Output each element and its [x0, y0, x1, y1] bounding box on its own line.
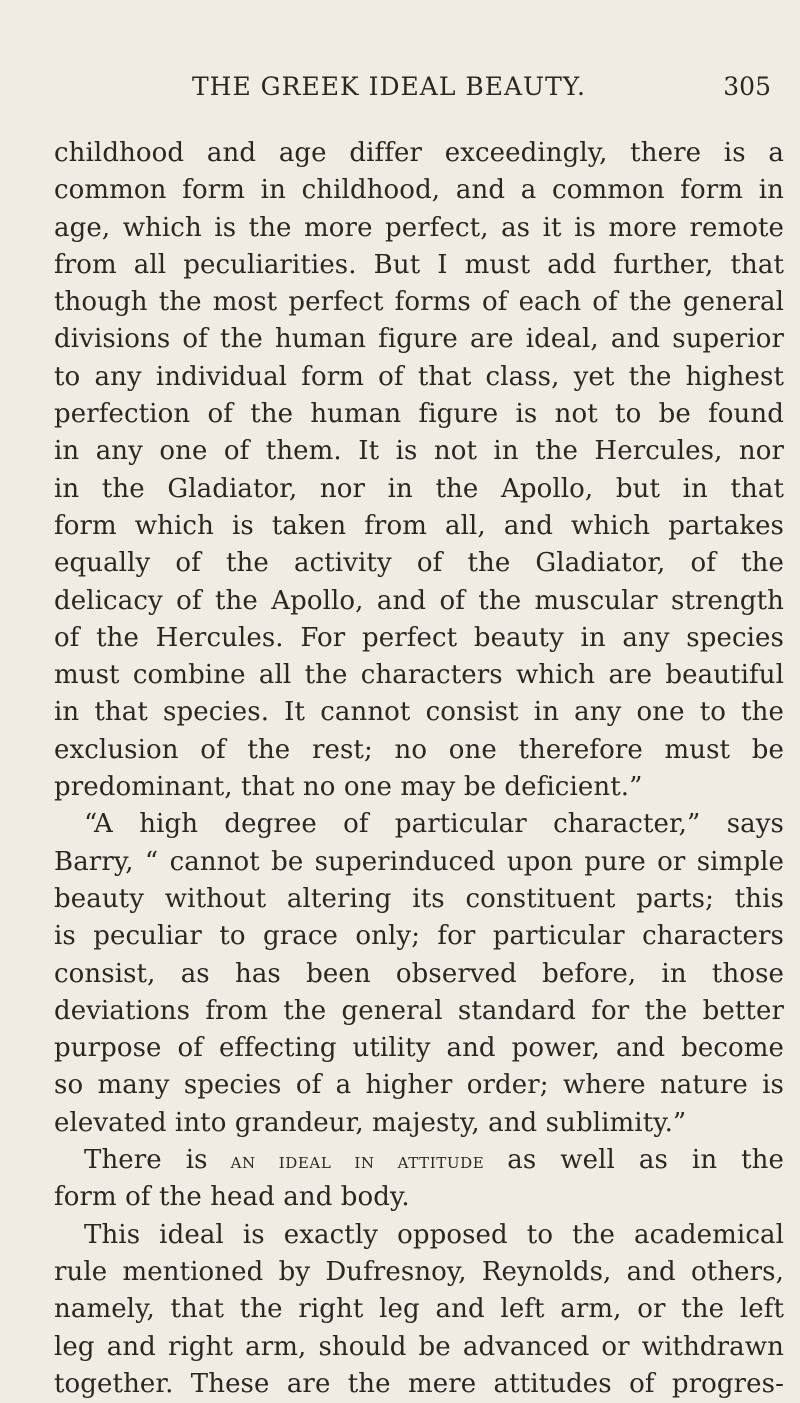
text-line: so many species of a higher order; where nature is — [54, 1070, 784, 1101]
text-line: rule mentioned by Dufresnoy, Reynolds, and others, — [54, 1256, 784, 1287]
text-line-with-smallcaps — [54, 1142, 784, 1179]
text-line: consist, as has been observed before, in those — [54, 958, 784, 989]
text-line: purpose of effecting utility and power, and become — [54, 1033, 784, 1064]
text-line: together. These are the mere attitudes of progres- — [54, 1368, 784, 1399]
text-line: to any individual form of that class, yet the highest — [54, 361, 784, 392]
text-line: Barry, “ cannot be superinduced upon pure or simple — [54, 846, 784, 877]
text-line: delicacy of the Apollo, and of the muscular strength — [54, 585, 784, 616]
text-line: is peculiar to grace only; for particular characters — [54, 921, 784, 952]
text-line: predominant, that no one may be deficient.” — [54, 772, 643, 803]
text-line: leg and right arm, should be advanced or withdrawn — [54, 1331, 784, 1362]
text-line: “A high degree of particular character,” says — [84, 809, 784, 840]
text-fragment: as well as in the — [507, 1145, 785, 1176]
text-fragment: There is — [84, 1145, 208, 1176]
text-line: This ideal is exactly opposed to the academical — [84, 1219, 784, 1250]
text-line: must combine all the characters which are beautiful — [54, 660, 784, 691]
running-header — [0, 70, 800, 110]
text-line: deviations from the general standard for the better — [54, 995, 784, 1026]
text-line: of the Hercules. For perfect beauty in any species — [54, 622, 784, 653]
text-line: childhood and age differ exceedingly, there is a — [54, 138, 784, 168]
text-line: in the Gladiator, nor in the Apollo, but in that — [54, 473, 784, 504]
smallcaps-heading: an ideal in attitude — [207, 1149, 508, 1175]
text-line: perfection of the human figure is not to be found — [54, 399, 784, 430]
text-line: elevated into grandeur, majesty, and sublimity.” — [54, 1107, 687, 1138]
text-line: beauty without altering its constituent parts; this — [54, 883, 784, 914]
text-line: common form in childhood, and a common form in — [54, 175, 784, 206]
text-line: age, which is the more perfect, as it is more remote — [54, 212, 784, 243]
text-line: equally of the activity of the Gladiator, of the — [54, 548, 784, 579]
body-text — [54, 135, 784, 1403]
text-line: in that species. It cannot consist in any one to the — [54, 697, 784, 728]
page-number: 305 — [723, 72, 771, 101]
text-line: namely, that the right leg and left arm, or the left — [54, 1294, 784, 1325]
text-line: exclusion of the rest; no one therefore must be — [54, 734, 784, 765]
text-line: form of the head and body. — [54, 1182, 410, 1213]
running-title: THE GREEK IDEAL BEAUTY. — [192, 72, 587, 101]
text-line: divisions of the human figure are ideal, and superior — [54, 324, 784, 355]
text-line: in any one of them. It is not in the Hercules, nor — [54, 436, 784, 467]
text-line: from all peculiarities. But I must add further, that — [54, 249, 784, 280]
text-line: though the most perfect forms of each of the general — [54, 287, 784, 318]
text-line: form which is taken from all, and which partakes — [54, 510, 784, 541]
